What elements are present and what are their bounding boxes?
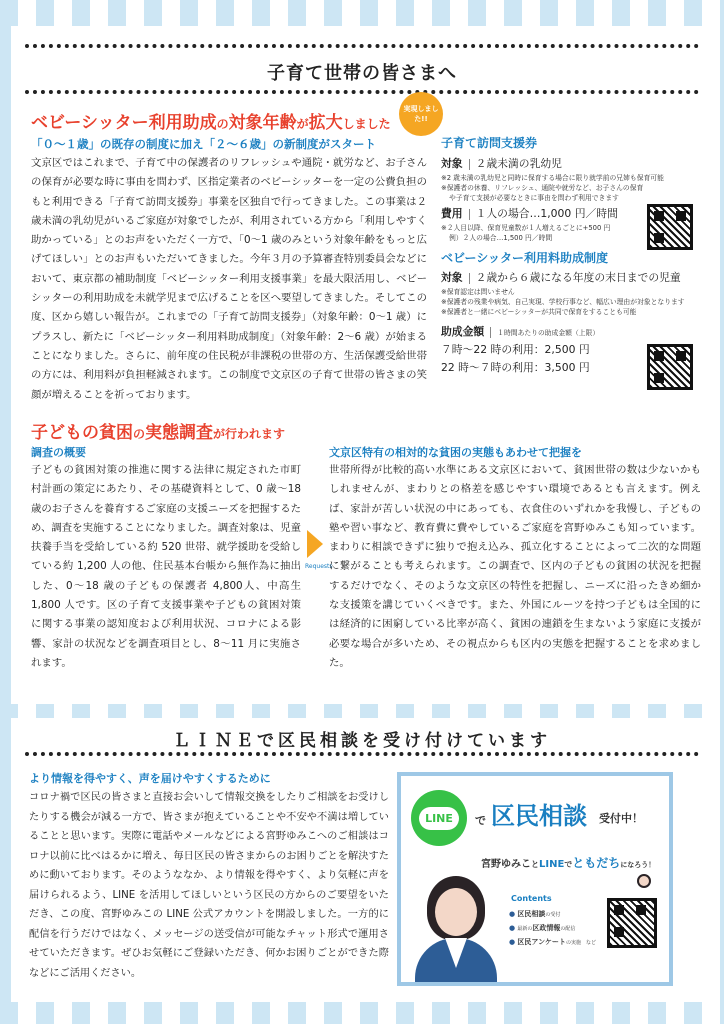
poverty-right-body: 世帯所得が比較的高い水準にある文京区において、貧困世帯の数は少ないかもしれませんが、まわりとの格差を感じやすい環境であるとも言えます。例えば、家計が苦しい状況の中にあっても、衣食住のいずれかを我慢し、子どもの塾や習い事など、教育費に費やしているご家庭を宮野ゆみこも知っています。まわりに相談できずに独りで抱え込み、孤立化することによって二次的な問題に繋がることも考えられます。この調査で、区内の子どもの貧困の状況を把握するだけでなく、そのような文京区の特性を把握し、ニーズに沿ったきめ細かな支援策を講じていくべきです。また、外国にルーツを持つ子どもは全国的には経済的に困窮している比率が高く、貧困の連鎖を生まないよう家庭に支援が必要な場合が多いため、その視点からも区内の実態を把握することを求めました。: [329, 464, 701, 669]
note: ※2 歳未満の乳幼児と同時に保育する場合に限り就学前の兄姉も保育可能: [441, 174, 664, 182]
section-header: 子育て世帯の皆さまへ: [267, 63, 457, 84]
contents-list: [509, 908, 596, 950]
babysitter-body: 文京区ではこれまで、子育て中の保護者のリフレッシュや通院・就労など、お子さんの保育が必要な時に事由を問わず、区指定業者のベビーシッターを一定の公費負担のもと利用できる「子育て訪問支援券」事業を区独自で行ってきました。この事業は２歳未満の乳幼児がいるご家庭が対象でしたが、利用されている方から「利用しやすく助かっている」とのお声をいただく一方で、「0～1 歳のみという対象年齢をもっと広げてほしい」とのお声もいただいてきました。今年３月の予算審査特別委員会などにおいて、東京都の補助制度「ベビーシッター利用支援事業」を最大限活用し、ベビーシッターの利用助成を未就学児まで広げることを区へ要望してきました。そしてこの度、区から嬉しい報告が。これまでの「子育て訪問支援券」（対象年齢：0～1 歳）にプラスし、新たに「ベビーシッター利用料助成制度」（対象年齢：2～6 歳）が始まることになりました。さらに、前年度の住民税が非課税の世帯の方、生活保護受給世帯の方には、利用料が負担軽減されます。この制度で文京区の子育て世帯の皆さまの笑顔が増えることを祈っております。: [31, 157, 427, 401]
contents-item: ● 最新の区政情報の配信: [509, 924, 576, 932]
dotted-rule: [25, 752, 699, 756]
subsidy-amount: [441, 323, 703, 341]
qr-code-icon[interactable]: [647, 344, 693, 390]
note: ※保護者の残業や病気、自己実現、学校行事など、幅広い理由が対象となります: [441, 298, 685, 306]
line-logo-text: LINE: [419, 807, 459, 830]
ticket-target: [441, 155, 703, 173]
bottom-panel: [11, 718, 713, 1002]
dotted-rule: [25, 44, 699, 48]
title-part: の: [216, 117, 229, 131]
poverty-left-subtitle: 調査の概要: [31, 446, 86, 459]
note: ※２人目以降、保育児童数が１人増えるごとに+500 円: [441, 224, 611, 232]
item-tail: の配信: [560, 926, 576, 932]
line-logo-icon: [411, 790, 467, 846]
qr-code-icon[interactable]: [607, 898, 657, 948]
title-part: 拡大: [308, 113, 343, 133]
ad-text: になろう！: [620, 861, 656, 869]
avatar-icon: [637, 874, 651, 888]
note: や子育て支援が必要なときに事由を問わず利用できます: [449, 194, 619, 202]
dotted-rule: [25, 90, 699, 94]
line-ad-banner[interactable]: [397, 772, 673, 986]
value: ２歳から６歳になる年度の末日までの児童: [475, 271, 681, 284]
note: ※保護者と一緒にベビーシッターが共同で保育をすることも可能: [441, 308, 637, 316]
value: １人の場合…1,000 円／時間: [475, 207, 618, 220]
title-part: しました: [342, 117, 391, 131]
title-part: が: [296, 117, 309, 131]
label: 対象: [441, 271, 463, 284]
title-part: 実態調査: [145, 423, 214, 443]
poverty-title: [31, 418, 285, 443]
poverty-left-body: 子どもの貧困対策の推進に関する法律に規定された市町村計画の策定にあたり、その基礎資料として、0 歳～18 歳のお子さんを養育するご家庭の支援ニーズを把握するため、調査を実施することになりました。調査対象は、児童扶養手当を受給している約 520 世帯、就学援助を受給している約 1,200 人の他、住民基本台帳から無作為に抽出した、0～18 歳の子どもの保護者 4,800人、中高生 1,800 人です。区の子育て支援事業や子どもの貧困対策に関する事業の認知度および利用状況、コロナによる影響、家計の状況などを調査項目とし、8～11 月に実施されます。: [31, 464, 301, 669]
subsidy-target: [441, 269, 703, 287]
title-part: 子どもの貧困: [31, 423, 133, 443]
ad-text: で: [564, 860, 573, 869]
top-panel: [11, 26, 713, 704]
item-pre: 最新の: [517, 926, 533, 932]
contents-title: Contents: [511, 894, 552, 903]
item-tail: の実施 など: [565, 940, 596, 946]
babysitter-subtitle: 「０～１歳」の既存の制度に加え「２～６歳」の新制度がスタート: [31, 137, 376, 151]
ad-text: と: [531, 860, 539, 869]
contents-item: ● 区民アンケートの実施 など: [509, 938, 596, 946]
label: 助成金額: [441, 325, 485, 338]
title-part: ベビーシッター利用助成: [31, 113, 217, 133]
item-main: 区民アンケート: [517, 938, 566, 946]
line-body: コロナ禍で区民の皆さまと直接お会いして情報交換をしたりご相談をお受けしたりする機会が減る一方で、皆さまが抱えていることや不安や不満は増していることと思います。実際に電話やメールなどによる宮野ゆみこへのご相談はコロナ以前に比べはるかに増え、毎日区民の皆さまからのお困りごとを解決すために動いております。そのようななか、より情報を得やすく、より気軽に声を届けられるよう、LINE を活用してほしいという区民の方からのご要望をいただき、この度、宮野ゆみこの LINE 公式アカウントを開設しました。一方的に配信を行うだけではなく、メッセージの送受信が可能なチャット形式で運用させていただきます。ぜひお気軽にご登録いただき、何かお困りごとができた際などにご活用ください。: [29, 792, 389, 979]
note: 例）２人の場合…1,500 円／時間: [449, 234, 553, 242]
ticket-title: 子育て訪問支援券: [441, 136, 538, 150]
title-part: 対象年齢: [228, 113, 297, 133]
ad-text: ともだち: [572, 856, 621, 870]
day-rate: ７時～22 時の利用：2,500 円: [441, 343, 590, 356]
contents-item: ● 区民相談の受付: [509, 910, 561, 918]
label: 対象: [441, 157, 463, 170]
title-part: の: [133, 427, 146, 441]
ad-consult: 区民相談: [491, 802, 587, 830]
note: ※保育認定は問いません: [441, 288, 515, 296]
ad-text: で: [475, 814, 486, 827]
arrow-right-icon: [307, 530, 323, 558]
item-main: 区政情報: [532, 924, 561, 932]
title-part: が行われます: [213, 427, 286, 441]
value: ２歳未満の乳幼児: [475, 157, 562, 170]
ad-accepting: 受付中！: [599, 812, 643, 825]
item-tail: の受付: [545, 912, 561, 918]
poverty-right-subtitle: 文京区特有の相対的な貧困の実態もあわせて把握を: [329, 446, 582, 459]
note: ※保護者の休養、リフレッシュ、通院や就労など、お子さんの保育: [441, 184, 644, 192]
item-main: 区民相談: [517, 910, 546, 918]
achievement-badge: 実現しました!!: [399, 92, 443, 136]
value: １時間あたりの助成金額（上限）: [497, 329, 600, 337]
qr-code-icon[interactable]: [647, 204, 693, 250]
ad-text: 宮野ゆみこ: [481, 859, 531, 870]
babysitter-sidebar: [441, 134, 703, 377]
babysitter-title: [31, 108, 391, 133]
portrait: [411, 872, 501, 986]
arrow-label: Requests: [305, 563, 333, 570]
night-rate: 22 時～７時の利用：3,500 円: [441, 361, 590, 374]
ad-tagline: [481, 854, 655, 871]
subsidy-title: ベビーシッター利用料助成制度: [441, 251, 609, 265]
line-subtitle: より情報を得やすく、声を届けやすくするために: [29, 772, 271, 785]
ad-text: LINE: [539, 859, 565, 870]
section-header: ＬＩＮＥで区民相談を受け付けています: [173, 731, 551, 751]
label: 費用: [441, 207, 463, 220]
